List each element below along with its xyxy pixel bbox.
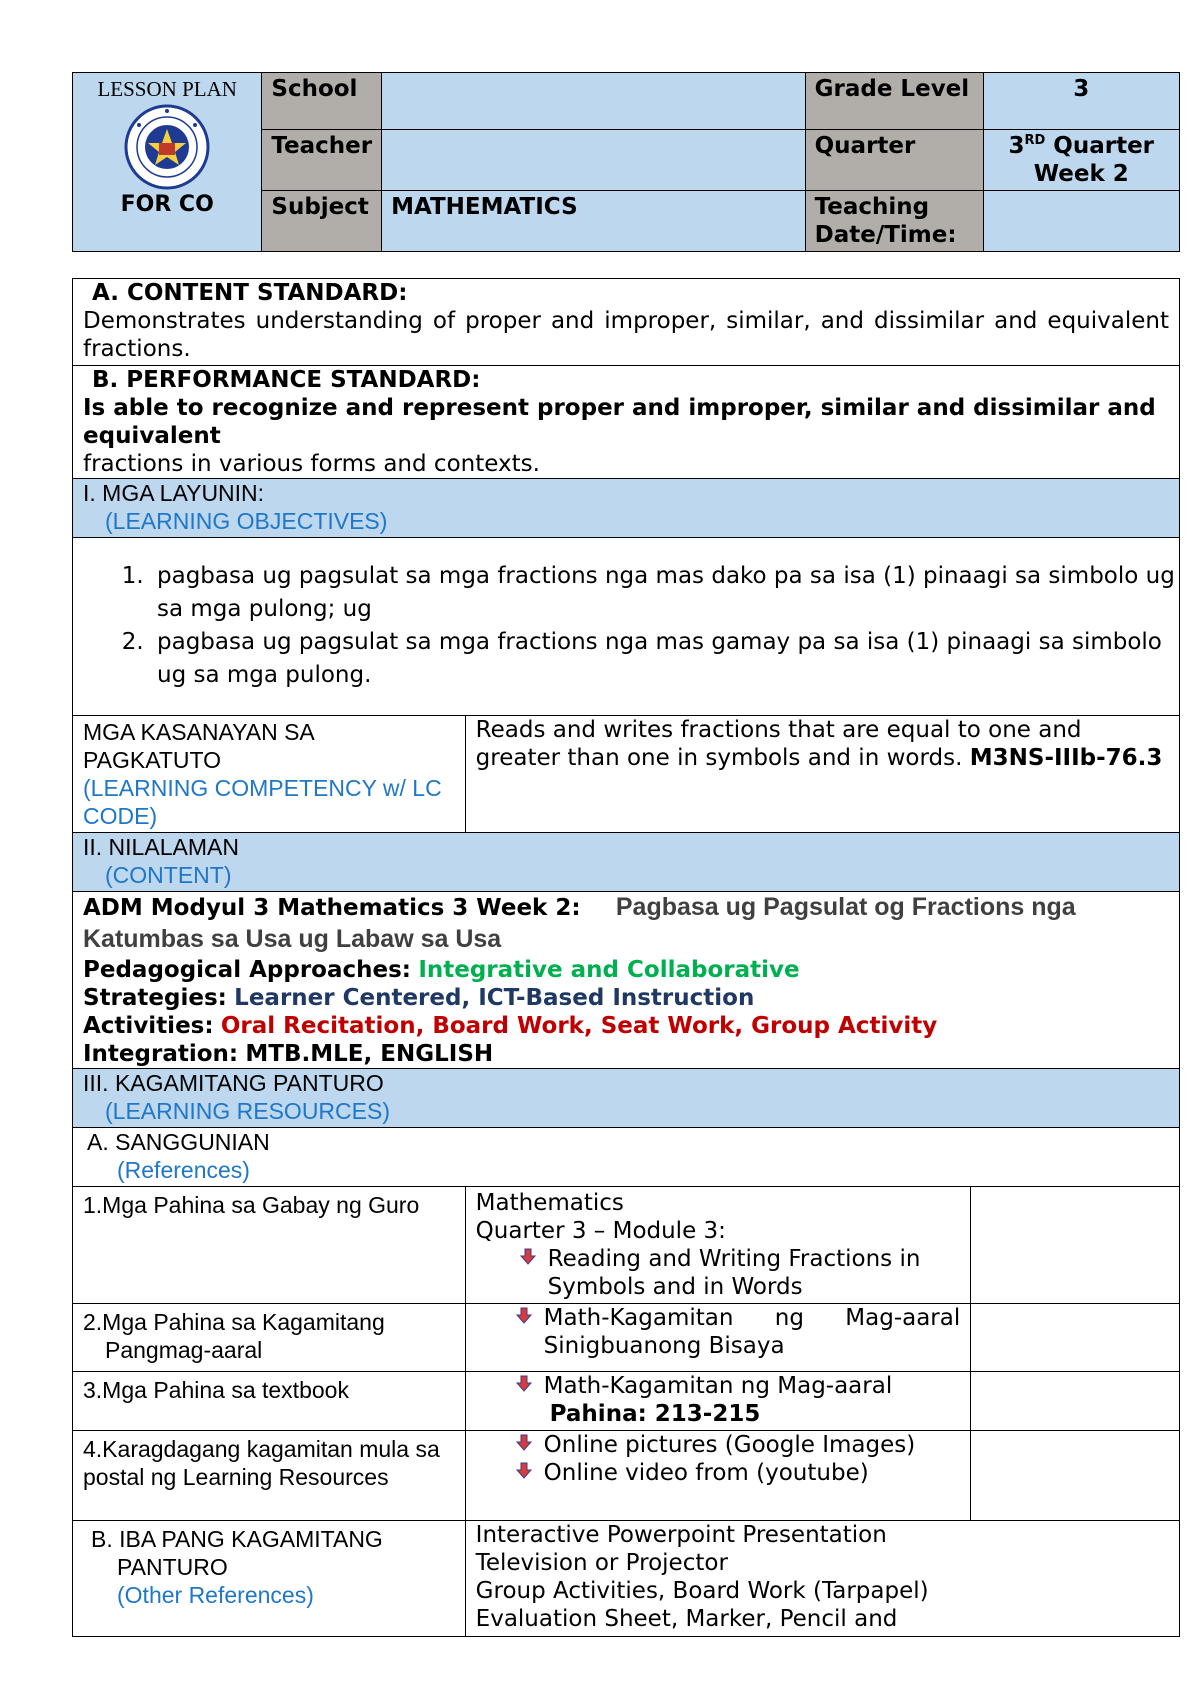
competency-code: M3NS-IIIb-76.3 — [969, 745, 1163, 771]
references-subheading: (References) — [117, 1157, 250, 1183]
teacher-value[interactable] — [382, 130, 806, 191]
bullet-arrow-icon — [516, 1304, 534, 1326]
quarter-number: 3 — [1008, 133, 1025, 159]
resource-bullet — [544, 1431, 961, 1459]
other-references-heading: B. IBA PANG KAGAMITANG — [91, 1526, 383, 1552]
quarter-label: Quarter — [805, 130, 983, 191]
content-heading: II. NILALAMAN — [83, 834, 239, 860]
resource-bullets — [476, 1431, 961, 1487]
content-standard-row — [73, 279, 1180, 366]
school-label: School — [262, 73, 382, 130]
module-title: Pagbasa ug Pagsulat og Fractions nga Katumbas sa Usa ug Labaw sa Usa — [83, 893, 1076, 953]
references-heading: A. SANGGUNIAN — [87, 1129, 270, 1155]
resource-row-teacher-guide — [73, 1187, 1180, 1304]
resource-bullet-text: Online video from (youtube) — [543, 1460, 869, 1486]
header-table — [72, 72, 1180, 252]
resource-notes — [971, 1372, 1180, 1431]
performance-standard-heading: B. PERFORMANCE STANDARD: — [92, 367, 481, 393]
other-reference-line: Television or Projector — [475, 1550, 728, 1576]
resource-notes — [971, 1304, 1180, 1372]
teaching-date-value[interactable] — [983, 191, 1180, 252]
resource-label: 1.Mga Pahina sa Gabay ng Guro — [73, 1187, 466, 1304]
resource-bullet-text: Math-Kagamitan ng Mag-aaral — [543, 1373, 893, 1399]
objectives-band — [73, 479, 1180, 538]
deped-seal-icon — [119, 103, 215, 191]
resource-line: Mathematics — [475, 1190, 624, 1216]
bullet-arrow-icon — [516, 1459, 534, 1481]
bullet-arrow-icon — [516, 1431, 534, 1453]
objectives-heading: I. MGA LAYUNIN: — [83, 480, 265, 506]
objective-item: 1. pagbasa ug pagsulat sa mga fractions nga mas dako pa sa isa (1) pinaagi sa simbolo ug sa mga pulong; ug — [151, 560, 1179, 626]
objectives-row — [73, 538, 1180, 716]
resource-line: Quarter 3 – Module 3: — [475, 1218, 726, 1244]
activities-label: Activities: — [83, 1013, 214, 1039]
resource-label: 2.Mga Pahina sa Kagamitang — [83, 1309, 385, 1335]
content-detail-row — [73, 892, 1180, 1069]
bullet-arrow-icon — [520, 1245, 538, 1267]
resource-bullet-text: Math-Kagamitan ng Mag-aaral Sinigbuanong Bisaya — [543, 1305, 961, 1359]
resource-label: 3.Mga Pahina sa textbook — [73, 1372, 466, 1431]
resources-subheading: (LEARNING RESOURCES) — [105, 1098, 390, 1124]
school-value[interactable] — [382, 73, 806, 130]
resource-row-textbook — [73, 1372, 1180, 1431]
logo-text: FOR CO — [120, 192, 214, 217]
content-standard-text: Demonstrates understanding of proper and improper, similar, and dissimilar and equivalent fractions. — [83, 308, 1169, 362]
resource-bullet-text: Reading and Writing Fractions in Symbols and in Words — [547, 1246, 921, 1300]
content-band — [73, 833, 1180, 892]
resources-band — [73, 1069, 1180, 1128]
performance-standard-text: fractions in various forms and contexts. — [83, 451, 540, 477]
resource-row-lr-portal — [73, 1431, 1180, 1521]
performance-standard-bold: Is able to recognize and represent proper and improper, similar and dissimilar and equivalent — [83, 395, 1156, 449]
grade-level-label: Grade Level — [805, 73, 983, 130]
other-reference-line: Evaluation Sheet, Marker, Pencil and — [475, 1606, 898, 1632]
resource-bullet — [548, 1245, 951, 1301]
integration-label: Integration: — [83, 1041, 239, 1067]
subject-label: Subject — [262, 191, 382, 252]
quarter-suffix: RD — [1024, 133, 1046, 148]
other-reference-line: Interactive Powerpoint Presentation — [475, 1522, 887, 1548]
resource-page: Pahina: 213-215 — [549, 1401, 761, 1427]
teaching-date-label: Teaching Date/Time: — [805, 191, 983, 252]
quarter-week: Quarter Week 2 — [1033, 133, 1155, 187]
strategies-value: Learner Centered, ICT-Based Instruction — [234, 985, 755, 1011]
competency-sublabel: (LEARNING COMPETENCY w/ LC CODE) — [83, 775, 442, 829]
lesson-plan-label: LESSON PLAN — [97, 77, 237, 101]
resource-notes — [971, 1431, 1180, 1521]
bullet-arrow-icon — [516, 1372, 534, 1394]
content-subheading: (CONTENT) — [105, 862, 232, 888]
resource-label: 4.Karagdagang kagamitan mula sa postal ng Learning Resources — [73, 1431, 466, 1521]
resource-bullets — [476, 1245, 961, 1301]
integration-value: MTB.MLE, ENGLISH — [245, 1041, 494, 1067]
resource-bullet — [544, 1459, 961, 1487]
objectives-list — [73, 560, 1179, 692]
objective-item: 2. pagbasa ug pagsulat sa mga fractions nga mas gamay pa sa isa (1) pinaagi sa simbolo ug sa mga pulong. — [151, 626, 1179, 692]
content-standard-heading: A. CONTENT STANDARD: — [92, 280, 408, 306]
quarter-value[interactable] — [983, 130, 1180, 191]
subject-value[interactable]: MATHEMATICS — [382, 191, 806, 252]
resource-bullet — [544, 1304, 961, 1360]
resource-bullet-text: Online pictures (Google Images) — [543, 1432, 916, 1458]
objectives-subheading: (LEARNING OBJECTIVES) — [105, 508, 388, 534]
approaches-value: Integrative and Collaborative — [418, 957, 800, 983]
lesson-plan-table — [72, 278, 1180, 1637]
competency-label: MGA KASANAYAN SA PAGKATUTO — [83, 719, 314, 773]
logo-cell — [73, 73, 262, 252]
other-references-heading-cont: PANTURO — [117, 1554, 228, 1580]
resource-label-cont: Pangmag-aaral — [105, 1337, 263, 1363]
other-references-subheading: (Other References) — [117, 1582, 314, 1608]
resource-notes — [971, 1187, 1180, 1304]
resource-bullets — [476, 1372, 961, 1400]
resource-bullet — [544, 1372, 961, 1400]
resource-row-learner-materials — [73, 1304, 1180, 1372]
approaches-label: Pedagogical Approaches: — [83, 957, 411, 983]
performance-standard-row — [73, 366, 1180, 479]
resource-bullets — [476, 1304, 961, 1360]
teacher-label: Teacher — [262, 130, 382, 191]
activities-value: Oral Recitation, Board Work, Seat Work, Group Activity — [220, 1013, 938, 1039]
references-row — [73, 1128, 1180, 1187]
other-reference-line: Group Activities, Board Work (Tarpapel) — [475, 1578, 929, 1604]
competency-text: Reads and writes fractions that are equal to one and greater than one in symbols and in words. — [475, 717, 1082, 771]
module-label: ADM Modyul 3 Mathematics 3 Week 2: — [83, 895, 581, 921]
grade-level-value[interactable]: 3 — [983, 73, 1180, 130]
other-references-row — [73, 1521, 1180, 1637]
competency-row — [73, 716, 1180, 833]
resources-heading: III. KAGAMITANG PANTURO — [83, 1070, 384, 1096]
strategies-label: Strategies: — [83, 985, 227, 1011]
